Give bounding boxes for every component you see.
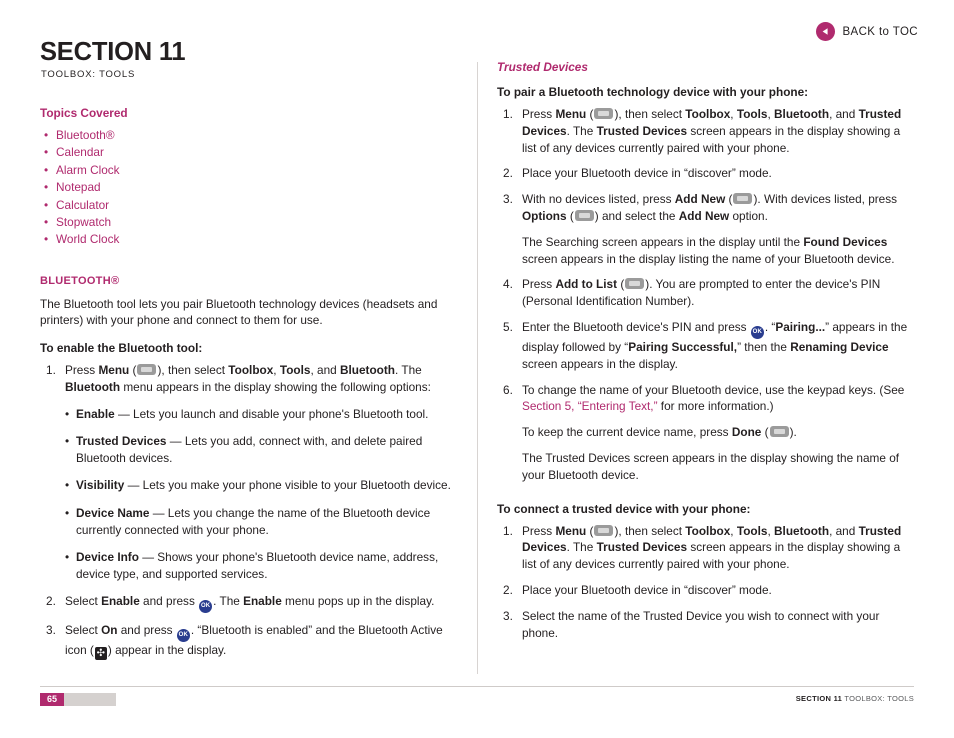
step-bold: Tools xyxy=(736,523,768,538)
option-term: Visibility xyxy=(76,478,125,493)
step-text: , and xyxy=(310,363,340,378)
list-item[interactable]: • Notepad xyxy=(40,179,460,196)
right-column xyxy=(497,60,917,650)
option-desc: — Lets you make your phone visible to your Bluetooth device. xyxy=(124,478,451,493)
ok-key-icon: OK xyxy=(751,326,764,339)
step-text: Press xyxy=(522,107,556,121)
step-text: ( xyxy=(586,107,594,121)
step-text: , xyxy=(730,107,737,121)
footer-section-label xyxy=(796,694,914,703)
list-item xyxy=(65,477,460,494)
step-text: To change the name of your Bluetooth device, use the keypad keys. (See xyxy=(522,382,905,397)
step-item xyxy=(40,622,460,660)
pair-device-steps xyxy=(497,106,917,484)
step-text: Press xyxy=(522,277,556,292)
step-text: ( xyxy=(586,523,594,538)
bluetooth-heading: BLUETOOTH® xyxy=(40,274,120,287)
step-bold: On xyxy=(101,623,118,638)
step-text: ), then select xyxy=(157,363,229,378)
step-text: and press xyxy=(117,623,176,638)
column-divider xyxy=(477,62,478,674)
step-text: The Searching screen appears in the display until the xyxy=(522,234,804,249)
step-text: menu pops up in the display. xyxy=(281,594,435,609)
step-text: . The xyxy=(566,540,597,555)
option-desc: — Lets you launch and disable your phone's Bluetooth tool. xyxy=(114,406,429,421)
step-bold: Menu xyxy=(98,363,130,378)
step-bold: Menu xyxy=(555,523,587,538)
step-text: ), then select xyxy=(614,523,686,538)
enable-bluetooth-steps xyxy=(40,362,460,660)
list-item xyxy=(65,549,460,582)
step-bold: Tools xyxy=(736,107,768,121)
step-text: ) and select the xyxy=(594,208,679,223)
softkey-icon xyxy=(137,364,156,375)
step-bold: Found Devices xyxy=(803,234,888,249)
step-text: ” then the xyxy=(737,339,791,354)
bluetooth-intro-paragraph: The Bluetooth tool lets you pair Bluetooth technology devices (headsets and printers) with your phone and connect to them for use. xyxy=(40,296,438,328)
option-desc: — Lets you change the name of the Bluetooth device currently connected with your phone. xyxy=(76,506,431,537)
back-to-toc-link[interactable] xyxy=(816,22,918,41)
step-item xyxy=(497,106,917,156)
step-item xyxy=(497,319,917,373)
step-text: ). You are prompted to enter the device's PIN (Personal Identification Number). xyxy=(522,277,881,309)
left-column xyxy=(40,106,460,669)
step-text: , xyxy=(767,107,775,121)
step-text: option. xyxy=(729,208,768,223)
ok-key-icon: OK xyxy=(177,629,190,642)
bluetooth-options-list xyxy=(65,406,460,583)
ok-key-icon: OK xyxy=(199,600,212,613)
step-text: , xyxy=(767,523,775,538)
list-item[interactable]: • Calendar xyxy=(40,144,460,161)
step-text: With no devices listed, press xyxy=(522,192,675,207)
step-bold: Toolbox xyxy=(685,107,731,121)
step-bold: Menu xyxy=(555,107,587,121)
step-bold: Bluetooth xyxy=(65,379,121,394)
step-bold: Enable xyxy=(101,594,140,609)
step-text: , xyxy=(730,523,737,538)
step-text: ), then select xyxy=(614,107,686,121)
step-bold: Pairing... xyxy=(775,319,826,334)
step-sub-paragraph xyxy=(522,234,917,268)
step-text: . The xyxy=(395,363,422,378)
step-bold: Bluetooth xyxy=(339,363,396,378)
softkey-icon xyxy=(625,278,644,289)
step-bold: Add to List xyxy=(555,277,618,292)
step-bold: Renaming Device xyxy=(790,339,889,354)
step-text: ” appears in the display followed by “ xyxy=(522,319,908,354)
page-number: 65 xyxy=(40,693,64,706)
page-title: SECTION 11 xyxy=(40,38,186,66)
step-text: . The xyxy=(566,123,597,138)
softkey-icon xyxy=(594,525,613,536)
step-bold: Done xyxy=(731,425,762,440)
step-text: ). With devices listed, press xyxy=(753,192,898,207)
step-text: screen appears in the display listing the name of your Bluetooth device. xyxy=(522,251,895,266)
step-text: screen appears in the display showing a list of any devices currently paired with your phone. xyxy=(522,123,901,155)
step-item: Place your Bluetooth device in “discover” mode. xyxy=(522,582,772,597)
step-bold: Add New xyxy=(678,208,730,223)
step-item xyxy=(497,523,917,573)
step-bold: Options xyxy=(522,208,567,223)
step-text: . The xyxy=(213,594,244,609)
step-item xyxy=(40,593,460,613)
step-text: . “ xyxy=(764,319,776,334)
step-text: Select xyxy=(65,594,102,609)
step-text: , xyxy=(273,363,280,378)
step-text: screen appears in the display. xyxy=(522,356,678,371)
list-item[interactable]: • Stopwatch xyxy=(40,214,460,231)
page-subtitle: TOOLBOX: TOOLS xyxy=(41,69,136,80)
step-item xyxy=(497,276,917,310)
step-text: and press xyxy=(139,594,199,609)
step-text: To keep the current device name, press xyxy=(522,425,732,440)
step-bold: Pairing Successful, xyxy=(628,339,738,354)
list-item[interactable]: • Bluetooth® xyxy=(40,127,460,144)
step-text: Enter the Bluetooth device's PIN and press xyxy=(522,319,750,334)
step-item xyxy=(40,362,460,582)
enable-bluetooth-heading: To enable the Bluetooth tool: xyxy=(40,341,203,356)
step-bold: Bluetooth xyxy=(774,107,830,121)
footer-divider xyxy=(40,686,914,687)
step-text: for more information.) xyxy=(657,399,774,414)
softkey-icon xyxy=(594,108,613,119)
step-bold: Trusted Devices xyxy=(596,123,688,138)
step-text: ( xyxy=(725,192,733,207)
step-item xyxy=(497,382,917,484)
cross-reference-link[interactable]: Section 5, “Entering Text,” xyxy=(522,399,658,414)
step-bold: Tools xyxy=(279,363,311,378)
topics-list xyxy=(40,127,460,249)
list-item[interactable]: • Alarm Clock xyxy=(40,162,460,179)
list-item xyxy=(65,505,460,538)
step-text: Press xyxy=(65,363,99,378)
step-bold: Add New xyxy=(674,192,726,207)
step-text: ( xyxy=(129,363,137,378)
step-item: Select the name of the Trusted Device you wish to connect with your phone. xyxy=(522,608,880,640)
step-text: Select xyxy=(65,623,102,638)
step-text: ( xyxy=(617,277,625,292)
step-text: Press xyxy=(522,523,556,538)
topics-covered-heading: Topics Covered xyxy=(40,106,128,120)
step-text: , and xyxy=(829,523,859,538)
option-term: Device Name xyxy=(76,506,150,520)
step-bold: Toolbox xyxy=(228,363,274,378)
step-sub-paragraph xyxy=(522,424,917,441)
step-sub-paragraph: The Trusted Devices screen appears in the display showing the name of your Bluetooth device. xyxy=(522,450,900,482)
list-item xyxy=(65,406,460,423)
step-text: ( xyxy=(566,208,574,223)
option-term: Enable xyxy=(76,406,115,421)
step-text: menu appears in the display showing the following options: xyxy=(120,379,431,394)
step-item xyxy=(497,191,917,267)
step-bold: Toolbox xyxy=(685,523,731,538)
softkey-icon xyxy=(575,210,594,221)
list-item[interactable]: • World Clock xyxy=(40,231,460,248)
option-term: Trusted Devices xyxy=(76,434,167,449)
step-text: screen appears in the display showing a list of any devices currently paired with your phone. xyxy=(522,540,901,572)
step-text: . “Bluetooth is enabled” and the Bluetooth Active icon ( xyxy=(65,623,443,658)
step-bold: Trusted Devices xyxy=(522,523,902,555)
softkey-icon xyxy=(733,193,752,204)
step-text: ) appear in the display. xyxy=(107,643,227,658)
softkey-icon xyxy=(770,426,789,437)
list-item[interactable]: • Calculator xyxy=(40,197,460,214)
trusted-devices-heading: Trusted Devices xyxy=(497,60,588,74)
option-desc: — Shows your phone's Bluetooth device name, address, device type, and supported services. xyxy=(76,550,439,581)
pair-device-heading: To pair a Bluetooth technology device with your phone: xyxy=(497,85,809,99)
back-triangle-icon xyxy=(816,22,835,41)
footer-section-number: SECTION 11 xyxy=(795,694,843,703)
step-bold: Bluetooth xyxy=(774,523,830,538)
footer-section-text: TOOLBOX: TOOLS xyxy=(842,694,914,703)
step-text: , and xyxy=(829,107,859,121)
option-desc: — Lets you add, connect with, and delete paired Bluetooth devices. xyxy=(76,434,423,465)
connect-device-steps xyxy=(497,523,917,642)
list-item xyxy=(65,433,460,466)
bluetooth-active-icon: ✣ xyxy=(96,648,106,660)
step-bold: Trusted Devices xyxy=(522,107,902,138)
option-term: Device Info xyxy=(76,550,139,565)
step-item xyxy=(497,165,917,182)
step-text: Place your Bluetooth device in “discover” mode. xyxy=(522,166,772,181)
step-bold: Trusted Devices xyxy=(596,540,688,555)
back-to-toc-label: BACK to TOC xyxy=(842,25,918,38)
step-text: ( xyxy=(761,425,769,440)
connect-device-heading: To connect a trusted device with your phone: xyxy=(497,501,751,516)
step-text: ). xyxy=(789,425,797,440)
step-bold: Enable xyxy=(243,594,282,609)
